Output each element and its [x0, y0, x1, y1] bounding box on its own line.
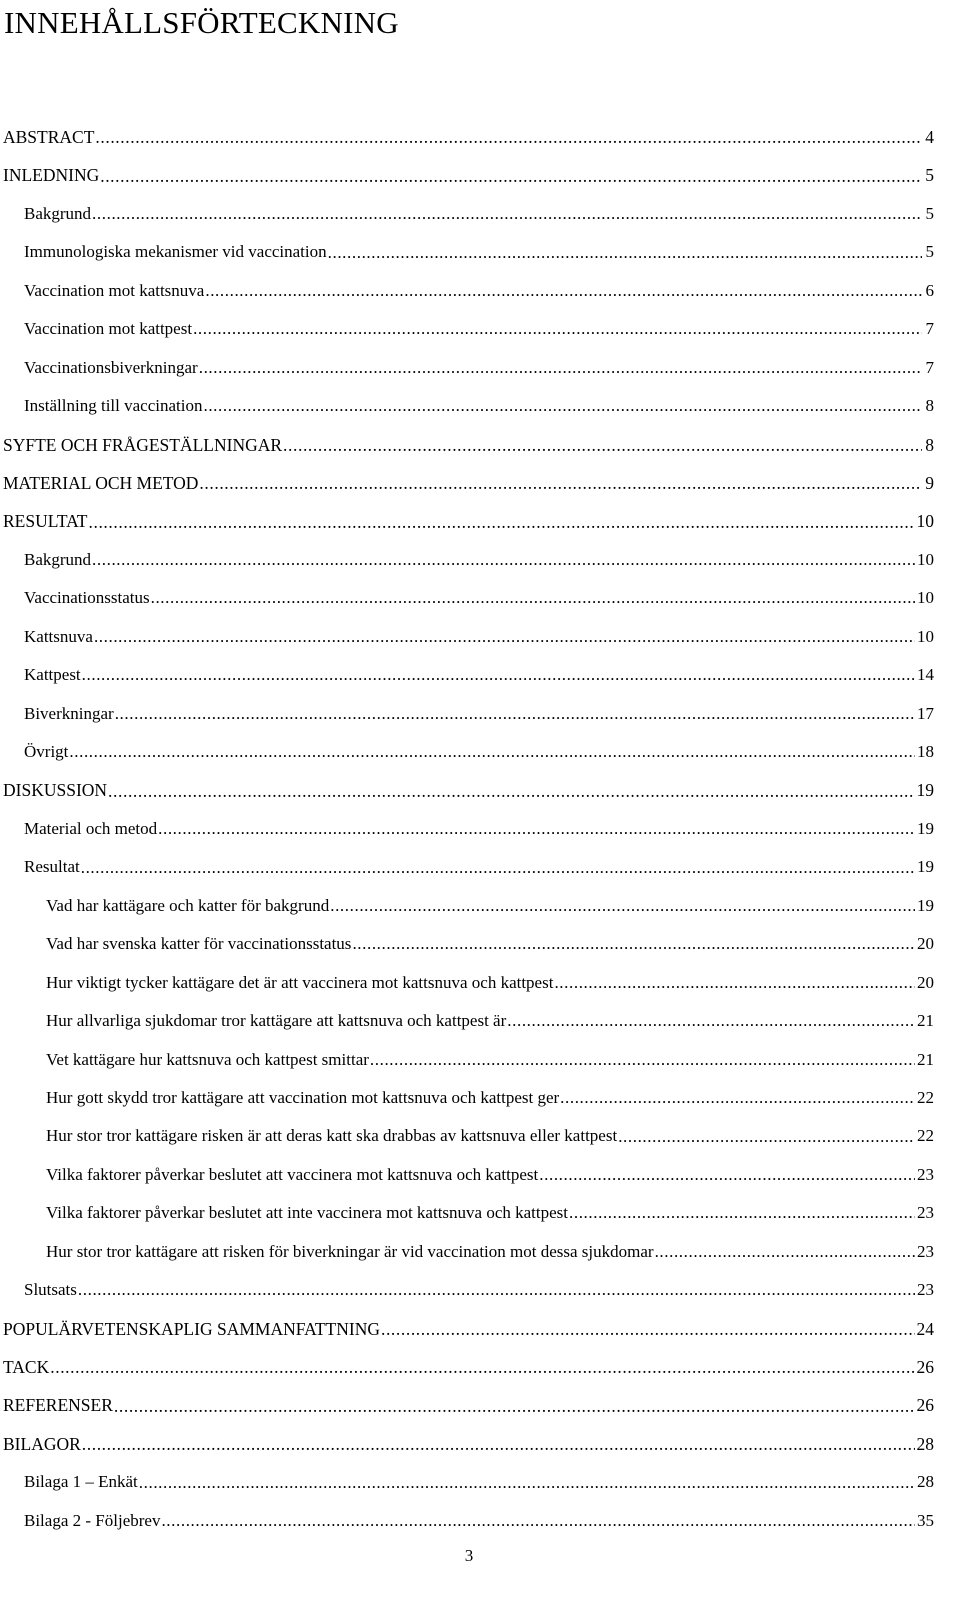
toc-entry[interactable] — [0, 1271, 934, 1309]
toc-dot-leader — [199, 349, 922, 387]
toc-entry-title[interactable]: Inställning till vaccination — [24, 396, 203, 416]
toc-entry-title[interactable]: ABSTRACT — [3, 127, 95, 147]
toc-dot-leader — [205, 272, 922, 310]
toc-dot-leader — [151, 579, 915, 617]
toc-dot-leader — [560, 1079, 915, 1117]
toc-entry-title[interactable]: REFERENSER — [3, 1395, 113, 1416]
toc-entry-title[interactable]: INLEDNING — [3, 165, 100, 186]
toc-entry-page-number: 17 — [917, 703, 934, 723]
toc-entry[interactable] — [0, 387, 934, 425]
toc-entry-title[interactable]: Biverkningar — [24, 703, 114, 723]
toc-dot-leader — [539, 1156, 915, 1194]
toc-entry-title[interactable]: Kattsnuva — [24, 626, 93, 646]
toc-entry[interactable] — [0, 1233, 934, 1271]
toc-entry[interactable] — [0, 1310, 934, 1348]
toc-dot-leader — [370, 1041, 915, 1079]
toc-entry[interactable] — [0, 502, 934, 540]
toc-entry-page-number: 19 — [917, 895, 934, 915]
toc-entry-page-number: 23 — [917, 1164, 934, 1184]
toc-entry[interactable] — [0, 1463, 934, 1501]
toc-entry-page-number: 21 — [917, 1049, 934, 1069]
toc-entry-page-number: 20 — [917, 934, 934, 954]
toc-entry-title[interactable]: SYFTE OCH FRÅGESTÄLLNINGAR — [3, 434, 283, 455]
toc-entry-page-number: 7 — [925, 319, 934, 339]
toc-entry-page-number: 28 — [916, 1433, 934, 1454]
toc-entry[interactable] — [0, 1194, 934, 1232]
toc-entry-title[interactable]: Immunologiska mekanismer vid vaccination — [24, 242, 327, 262]
toc-entry-title[interactable]: Hur viktigt tycker kattägare det är att vaccinera mot kattsnuva och kattpest — [46, 972, 554, 992]
toc-entry-title[interactable]: Vad har kattägare och katter för bakgrund — [46, 895, 330, 915]
toc-entry-page-number: 5 — [925, 242, 934, 262]
toc-entry[interactable] — [0, 810, 934, 848]
toc-entry[interactable] — [0, 464, 934, 502]
toc-entry-title[interactable]: BILAGOR — [3, 1433, 81, 1454]
toc-entry[interactable] — [0, 964, 934, 1002]
toc-dot-leader — [203, 387, 922, 425]
toc-entry-page-number: 19 — [917, 857, 934, 877]
toc-entry[interactable] — [0, 1156, 934, 1194]
toc-dot-leader — [94, 618, 915, 656]
toc-dot-leader — [199, 464, 922, 502]
toc-entry-title[interactable]: Vaccinationsstatus — [24, 588, 150, 608]
toc-entry-title[interactable]: Bilaga 2 - Följebrev — [24, 1510, 161, 1530]
toc-entry-page-number: 10 — [916, 511, 934, 532]
toc-entry-title[interactable]: POPULÄRVETENSKAPLIG SAMMANFATTNING — [3, 1318, 380, 1339]
toc-entry[interactable] — [0, 1386, 934, 1424]
toc-entry-title[interactable]: Slutsats — [24, 1280, 77, 1300]
toc-dot-leader — [158, 810, 915, 848]
toc-entry-title[interactable]: Resultat — [24, 857, 80, 877]
toc-entry-page-number: 24 — [916, 1318, 934, 1339]
toc-dot-leader — [82, 1425, 915, 1463]
toc-entry-page-number: 35 — [917, 1510, 934, 1530]
toc-entry-page-number: 4 — [925, 127, 934, 147]
toc-dot-leader — [108, 772, 914, 810]
toc-dot-leader — [92, 195, 922, 233]
toc-entry-title[interactable]: Vaccination mot kattpest — [24, 319, 193, 339]
toc-entry[interactable] — [0, 618, 934, 656]
toc-entry[interactable] — [0, 1117, 934, 1155]
toc-entry[interactable] — [0, 156, 934, 194]
toc-dot-leader — [569, 1194, 915, 1232]
toc-entry-page-number: 26 — [916, 1357, 934, 1377]
toc-entry-title[interactable]: Vilka faktorer påverkar beslutet att inte vaccinera mot kattsnuva och kattpest — [46, 1203, 568, 1223]
page-title: INNEHÅLLSFÖRTECKNING — [4, 5, 399, 40]
toc-dot-leader — [95, 118, 922, 156]
toc-entry-title[interactable]: Vaccinationsbiverkningar — [24, 357, 198, 377]
page-number: 3 — [464, 1546, 474, 1565]
table-of-contents — [0, 118, 960, 1540]
toc-entry-page-number: 21 — [917, 1011, 934, 1031]
toc-entry[interactable] — [0, 233, 934, 271]
toc-entry-title[interactable]: RESULTAT — [3, 511, 88, 532]
toc-entry-title[interactable]: Bakgrund — [24, 203, 92, 223]
toc-entry-title[interactable]: Övrigt — [24, 742, 69, 761]
toc-entry-title[interactable]: Hur stor tror kattägare risken är att deras katt ska drabbas av kattsnuva eller kattpest — [46, 1126, 618, 1146]
toc-dot-leader — [330, 887, 915, 925]
toc-entry[interactable] — [0, 541, 934, 579]
toc-entry-title[interactable]: Bilaga 1 – Enkät — [24, 1472, 138, 1492]
toc-entry-page-number: 23 — [917, 1241, 934, 1261]
toc-entry-title[interactable]: Bakgrund — [24, 549, 92, 569]
toc-entry-page-number: 5 — [925, 165, 934, 186]
toc-entry-page-number: 10 — [917, 588, 934, 608]
toc-entry-page-number: 8 — [925, 434, 934, 455]
toc-entry-page-number: 22 — [917, 1126, 934, 1146]
toc-dot-leader — [507, 1002, 915, 1040]
toc-dot-leader — [283, 426, 922, 464]
toc-entry[interactable] — [0, 1348, 934, 1386]
toc-entry-title[interactable]: Vet kattägare hur kattsnuva och kattpest smittar — [46, 1049, 369, 1069]
toc-entry-page-number: 7 — [925, 357, 934, 377]
toc-entry[interactable] — [0, 925, 934, 963]
toc-entry-page-number: 19 — [917, 818, 934, 838]
toc-entry-title[interactable]: Kattpest — [24, 665, 81, 685]
toc-entry-page-number: 14 — [917, 665, 934, 685]
toc-entry[interactable] — [0, 1502, 934, 1540]
toc-dot-leader — [161, 1502, 915, 1540]
toc-entry[interactable] — [0, 310, 934, 348]
toc-entry[interactable] — [0, 349, 934, 387]
toc-entry-page-number: 8 — [925, 396, 934, 416]
toc-entry[interactable] — [0, 1079, 934, 1117]
toc-entry[interactable] — [0, 118, 934, 156]
toc-entry-title[interactable]: Vad har svenska katter för vaccinationsstatus — [46, 934, 352, 954]
toc-entry-page-number: 23 — [917, 1280, 934, 1300]
toc-dot-leader — [82, 656, 915, 694]
toc-entry[interactable] — [0, 887, 934, 925]
toc-entry[interactable] — [0, 771, 934, 809]
toc-entry[interactable] — [0, 656, 934, 694]
toc-entry-title[interactable]: Vilka faktorer påverkar beslutet att vaccinera mot kattsnuva och kattpest — [46, 1164, 539, 1184]
toc-entry[interactable] — [0, 272, 934, 310]
toc-entry-page-number: 26 — [916, 1395, 934, 1416]
toc-entry-page-number: 10 — [917, 626, 934, 646]
toc-dot-leader — [69, 733, 915, 771]
toc-entry-title[interactable]: MATERIAL OCH METOD — [3, 472, 199, 493]
toc-dot-leader — [114, 1387, 915, 1425]
toc-dot-leader — [554, 964, 915, 1002]
toc-entry-title[interactable]: Material och metod — [24, 818, 158, 838]
toc-entry[interactable] — [0, 195, 934, 233]
toc-dot-leader — [655, 1233, 915, 1271]
toc-dot-leader — [328, 234, 922, 272]
toc-dot-leader — [92, 541, 915, 579]
toc-entry-page-number: 19 — [916, 780, 934, 801]
toc-entry-page-number: 22 — [917, 1087, 934, 1107]
toc-entry-page-number: 18 — [917, 742, 934, 761]
toc-entry-page-number: 23 — [917, 1203, 934, 1223]
toc-dot-leader — [81, 849, 915, 887]
toc-entry[interactable] — [0, 1041, 934, 1079]
toc-dot-leader — [100, 157, 922, 195]
toc-entry-title[interactable]: Hur stor tror kattägare att risken för biverkningar är vid vaccination mot dessa sjukdomar — [46, 1241, 654, 1261]
toc-dot-leader — [89, 503, 915, 541]
toc-entry-page-number: 9 — [925, 472, 934, 493]
toc-entry[interactable] — [0, 695, 934, 733]
toc-entry-page-number: 10 — [917, 549, 934, 569]
toc-entry[interactable] — [0, 426, 934, 464]
toc-entry[interactable] — [0, 1425, 934, 1463]
toc-dot-leader — [618, 1118, 915, 1156]
toc-entry[interactable] — [0, 848, 934, 886]
toc-entry-title[interactable]: Hur gott skydd tror kattägare att vaccination mot kattsnuva och kattpest ger — [46, 1087, 560, 1107]
toc-dot-leader — [115, 695, 915, 733]
toc-entry-title[interactable]: TACK — [3, 1357, 50, 1377]
toc-entry-title[interactable]: DISKUSSION — [3, 780, 108, 801]
toc-entry-page-number: 6 — [925, 280, 934, 300]
toc-entry[interactable] — [0, 1002, 934, 1040]
toc-dot-leader — [139, 1464, 915, 1502]
toc-dot-leader — [78, 1271, 915, 1309]
toc-dot-leader — [381, 1310, 915, 1348]
toc-entry-page-number: 20 — [917, 972, 934, 992]
toc-entry-title[interactable]: Hur allvarliga sjukdomar tror kattägare att kattsnuva och kattpest är — [46, 1011, 507, 1031]
toc-dot-leader — [193, 310, 922, 348]
toc-entry-page-number: 5 — [925, 203, 934, 223]
toc-dot-leader — [50, 1348, 914, 1386]
toc-entry-page-number: 28 — [917, 1472, 934, 1492]
toc-entry-title[interactable]: Vaccination mot kattsnuva — [24, 280, 205, 300]
toc-entry[interactable] — [0, 733, 934, 771]
toc-entry[interactable] — [0, 579, 934, 617]
toc-dot-leader — [352, 925, 915, 963]
